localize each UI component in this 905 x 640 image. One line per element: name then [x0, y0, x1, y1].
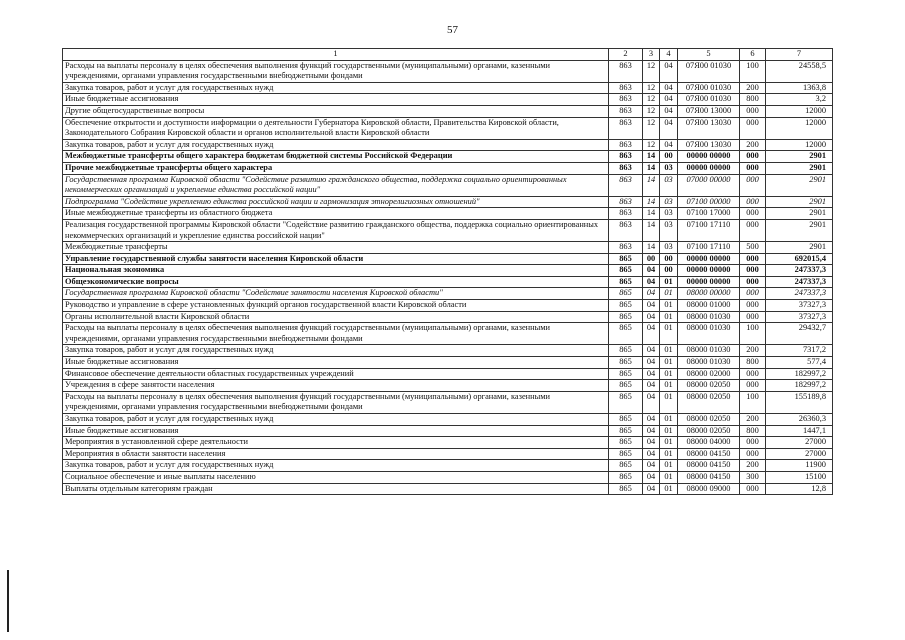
table-row [63, 253, 833, 265]
row-type-cell: 000 [740, 219, 766, 241]
row-amount-cell: 29432,7 [766, 323, 833, 345]
row-target-cell: 08000 00000 [678, 288, 740, 300]
row-type-cell: 000 [740, 208, 766, 220]
row-section-cell: 04 [643, 448, 660, 460]
row-amount-cell: 12,8 [766, 483, 833, 495]
row-type-cell: 200 [740, 139, 766, 151]
table-row [63, 105, 833, 117]
row-subsection-cell: 01 [660, 345, 678, 357]
table-row [63, 174, 833, 196]
row-name-cell: Прочие межбюджетные трансферты общего характера [63, 162, 609, 174]
row-type-cell: 100 [740, 323, 766, 345]
row-target-cell: 08000 04150 [678, 460, 740, 472]
row-target-cell: 08000 01000 [678, 300, 740, 312]
row-subsection-cell: 03 [660, 162, 678, 174]
table-row [63, 151, 833, 163]
table-row [63, 288, 833, 300]
table-row [63, 300, 833, 312]
row-amount-cell: 26360,3 [766, 414, 833, 426]
table-row [63, 471, 833, 483]
row-name-cell: Закупка товаров, работ и услуг для государственных нужд [63, 460, 609, 472]
table-row [63, 196, 833, 208]
row-amount-cell: 12000 [766, 139, 833, 151]
row-subsection-cell: 01 [660, 471, 678, 483]
row-section-cell: 14 [643, 208, 660, 220]
row-name-cell: Закупка товаров, работ и услуг для государственных нужд [63, 414, 609, 426]
row-target-cell: 08000 02050 [678, 425, 740, 437]
row-target-cell: 07100 17110 [678, 219, 740, 241]
row-section-cell: 12 [643, 105, 660, 117]
row-type-cell: 000 [740, 368, 766, 380]
row-target-cell: 07100 00000 [678, 196, 740, 208]
row-type-cell: 000 [740, 162, 766, 174]
row-section-cell: 04 [643, 425, 660, 437]
row-admin-cell: 863 [609, 60, 643, 82]
row-amount-cell: 11900 [766, 460, 833, 472]
row-section-cell: 04 [643, 368, 660, 380]
row-type-cell: 000 [740, 151, 766, 163]
row-subsection-cell: 00 [660, 151, 678, 163]
row-section-cell: 04 [643, 391, 660, 413]
table-row [63, 208, 833, 220]
row-admin-cell: 865 [609, 311, 643, 323]
row-target-cell: 08000 04150 [678, 448, 740, 460]
row-type-cell: 000 [740, 105, 766, 117]
row-target-cell: 08000 01030 [678, 323, 740, 345]
row-target-cell: 00000 00000 [678, 162, 740, 174]
table-row [63, 94, 833, 106]
row-type-cell: 100 [740, 60, 766, 82]
row-admin-cell: 865 [609, 368, 643, 380]
row-amount-cell: 577,4 [766, 357, 833, 369]
row-type-cell: 000 [740, 300, 766, 312]
row-section-cell: 12 [643, 139, 660, 151]
row-admin-cell: 865 [609, 323, 643, 345]
table-row [63, 276, 833, 288]
table-row [63, 460, 833, 472]
row-target-cell: 08000 04000 [678, 437, 740, 449]
table-row [63, 311, 833, 323]
table-row [63, 425, 833, 437]
table-row [63, 139, 833, 151]
row-name-cell: Межбюджетные трансферты общего характера бюджетам бюджетной системы Российской Федерации [63, 151, 609, 163]
row-subsection-cell: 01 [660, 391, 678, 413]
row-target-cell: 07Я00 13030 [678, 117, 740, 139]
row-amount-cell: 37327,3 [766, 311, 833, 323]
row-amount-cell: 2901 [766, 242, 833, 254]
table-row [63, 117, 833, 139]
row-target-cell: 07Я00 01030 [678, 60, 740, 82]
row-amount-cell: 2901 [766, 196, 833, 208]
row-target-cell: 08000 02050 [678, 414, 740, 426]
row-type-cell: 200 [740, 345, 766, 357]
row-type-cell: 000 [740, 253, 766, 265]
row-amount-cell: 3,2 [766, 94, 833, 106]
table-row [63, 82, 833, 94]
row-subsection-cell: 04 [660, 105, 678, 117]
row-admin-cell: 865 [609, 460, 643, 472]
row-subsection-cell: 00 [660, 253, 678, 265]
row-admin-cell: 863 [609, 94, 643, 106]
row-subsection-cell: 03 [660, 219, 678, 241]
header-cell-admin: 2 [609, 49, 643, 61]
row-type-cell: 000 [740, 380, 766, 392]
row-admin-cell: 865 [609, 380, 643, 392]
row-amount-cell: 2901 [766, 162, 833, 174]
row-name-cell: Государственная программа Кировской области "Содействие развитию гражданского общества, поддержка социально ориентированных некоммерческих организаций и укрепление единства российской нации" [63, 174, 609, 196]
row-subsection-cell: 01 [660, 380, 678, 392]
row-type-cell: 000 [740, 311, 766, 323]
row-section-cell: 12 [643, 117, 660, 139]
row-target-cell: 07000 00000 [678, 174, 740, 196]
row-amount-cell: 247337,3 [766, 276, 833, 288]
row-name-cell: Иные бюджетные ассигнования [63, 94, 609, 106]
row-amount-cell: 247337,3 [766, 265, 833, 277]
header-cell-amount: 7 [766, 49, 833, 61]
row-section-cell: 14 [643, 219, 660, 241]
row-type-cell: 200 [740, 460, 766, 472]
row-type-cell: 000 [740, 437, 766, 449]
row-admin-cell: 865 [609, 253, 643, 265]
row-type-cell: 300 [740, 471, 766, 483]
row-name-cell: Руководство и управление в сфере установленных функций органов государственной власти Кировской области [63, 300, 609, 312]
row-amount-cell: 1363,8 [766, 82, 833, 94]
row-admin-cell: 863 [609, 105, 643, 117]
header-cell-subsection: 4 [660, 49, 678, 61]
row-name-cell: Другие общегосударственные вопросы [63, 105, 609, 117]
row-section-cell: 04 [643, 357, 660, 369]
row-section-cell: 00 [643, 253, 660, 265]
row-section-cell: 12 [643, 60, 660, 82]
row-section-cell: 14 [643, 162, 660, 174]
row-name-cell: Финансовое обеспечение деятельности областных государственных учреждений [63, 368, 609, 380]
row-subsection-cell: 04 [660, 94, 678, 106]
table-row [63, 323, 833, 345]
row-amount-cell: 182997,2 [766, 368, 833, 380]
row-admin-cell: 865 [609, 300, 643, 312]
row-name-cell: Межбюджетные трансферты [63, 242, 609, 254]
header-cell-name: 1 [63, 49, 609, 61]
row-admin-cell: 865 [609, 265, 643, 277]
row-admin-cell: 863 [609, 219, 643, 241]
row-target-cell: 07Я00 01030 [678, 94, 740, 106]
row-name-cell: Обеспечение открытости и доступности информации о деятельности Губернатора Кировской области, Правительства Кировской области, Законодательного Собрания Кировской области и органов исполнительной власти Кировской области [63, 117, 609, 139]
table-row [63, 60, 833, 82]
table-row [63, 483, 833, 495]
row-subsection-cell: 01 [660, 460, 678, 472]
row-type-cell: 800 [740, 357, 766, 369]
row-name-cell: Иные бюджетные ассигнования [63, 357, 609, 369]
row-admin-cell: 865 [609, 391, 643, 413]
row-admin-cell: 865 [609, 414, 643, 426]
table-body [63, 60, 833, 495]
row-admin-cell: 865 [609, 425, 643, 437]
row-subsection-cell: 00 [660, 265, 678, 277]
row-subsection-cell: 01 [660, 323, 678, 345]
row-amount-cell: 182997,2 [766, 380, 833, 392]
row-amount-cell: 2901 [766, 151, 833, 163]
row-name-cell: Реализация государственной программы Кировской области "Содействие развитию гражданского общества, поддержка социально ориентированных некоммерческих организаций и укрепление единства российской нации" [63, 219, 609, 241]
row-amount-cell: 12000 [766, 105, 833, 117]
row-amount-cell: 37327,3 [766, 300, 833, 312]
row-subsection-cell: 01 [660, 288, 678, 300]
row-name-cell: Расходы на выплаты персоналу в целях обеспечения выполнения функций государственными (муниципальными) органами, казенными учреждениями, органами управления государственными внебюджетными фондами [63, 60, 609, 82]
table-row [63, 448, 833, 460]
row-type-cell: 000 [740, 288, 766, 300]
row-admin-cell: 863 [609, 82, 643, 94]
row-name-cell: Закупка товаров, работ и услуг для государственных нужд [63, 82, 609, 94]
row-target-cell: 00000 00000 [678, 276, 740, 288]
table-row [63, 380, 833, 392]
row-name-cell: Социальное обеспечение и иные выплаты населению [63, 471, 609, 483]
row-type-cell: 000 [740, 117, 766, 139]
row-amount-cell: 27000 [766, 437, 833, 449]
row-amount-cell: 2901 [766, 174, 833, 196]
row-section-cell: 04 [643, 414, 660, 426]
row-amount-cell: 24558,5 [766, 60, 833, 82]
header-cell-type: 6 [740, 49, 766, 61]
row-section-cell: 04 [643, 311, 660, 323]
row-subsection-cell: 03 [660, 196, 678, 208]
row-name-cell: Учреждения в сфере занятости населения [63, 380, 609, 392]
row-amount-cell: 247337,3 [766, 288, 833, 300]
row-target-cell: 08000 02000 [678, 368, 740, 380]
row-amount-cell: 27000 [766, 448, 833, 460]
table-row [63, 391, 833, 413]
row-amount-cell: 155189,8 [766, 391, 833, 413]
table-header-row [63, 49, 833, 61]
row-target-cell: 08000 09000 [678, 483, 740, 495]
row-name-cell: Иные бюджетные ассигнования [63, 425, 609, 437]
row-target-cell: 07100 17110 [678, 242, 740, 254]
row-subsection-cell: 01 [660, 357, 678, 369]
row-section-cell: 14 [643, 151, 660, 163]
row-type-cell: 200 [740, 414, 766, 426]
row-target-cell: 00000 00000 [678, 151, 740, 163]
row-type-cell: 800 [740, 425, 766, 437]
row-target-cell: 07Я00 13030 [678, 139, 740, 151]
row-subsection-cell: 01 [660, 368, 678, 380]
row-subsection-cell: 04 [660, 117, 678, 139]
row-target-cell: 08000 01030 [678, 357, 740, 369]
table-row [63, 414, 833, 426]
row-subsection-cell: 01 [660, 483, 678, 495]
row-section-cell: 04 [643, 380, 660, 392]
row-admin-cell: 863 [609, 208, 643, 220]
table-row [63, 345, 833, 357]
row-name-cell: Управление государственной службы занятости населения Кировской области [63, 253, 609, 265]
row-admin-cell: 865 [609, 448, 643, 460]
row-amount-cell: 1447,1 [766, 425, 833, 437]
row-type-cell: 800 [740, 94, 766, 106]
row-admin-cell: 865 [609, 471, 643, 483]
row-name-cell: Государственная программа Кировской области "Содействие занятости населения Кировской области" [63, 288, 609, 300]
row-subsection-cell: 01 [660, 425, 678, 437]
row-target-cell: 07Я00 13000 [678, 105, 740, 117]
row-amount-cell: 2901 [766, 219, 833, 241]
row-section-cell: 04 [643, 276, 660, 288]
row-name-cell: Мероприятия в области занятости населения [63, 448, 609, 460]
row-section-cell: 04 [643, 471, 660, 483]
row-subsection-cell: 03 [660, 242, 678, 254]
table-row [63, 219, 833, 241]
header-cell-target: 5 [678, 49, 740, 61]
row-admin-cell: 865 [609, 345, 643, 357]
row-name-cell: Выплаты отдельным категориям граждан [63, 483, 609, 495]
row-name-cell: Иные межбюджетные трансферты из областного бюджета [63, 208, 609, 220]
row-name-cell: Расходы на выплаты персоналу в целях обеспечения выполнения функций государственными (муниципальными) органами, казенными учреждениями, органами управления государственными внебюджетными фондами [63, 323, 609, 345]
row-name-cell: Подпрограмма "Содействие укреплению единства российской нации и гармонизация этнорелигиозных отношений" [63, 196, 609, 208]
row-name-cell: Общеэкономические вопросы [63, 276, 609, 288]
row-admin-cell: 865 [609, 357, 643, 369]
row-type-cell: 000 [740, 448, 766, 460]
table-row [63, 357, 833, 369]
row-target-cell: 08000 04150 [678, 471, 740, 483]
row-section-cell: 14 [643, 196, 660, 208]
row-subsection-cell: 01 [660, 311, 678, 323]
row-admin-cell: 865 [609, 437, 643, 449]
table-row [63, 242, 833, 254]
row-target-cell: 08000 01030 [678, 311, 740, 323]
row-subsection-cell: 04 [660, 82, 678, 94]
header-cell-section: 3 [643, 49, 660, 61]
row-target-cell: 00000 00000 [678, 265, 740, 277]
row-type-cell: 000 [740, 196, 766, 208]
row-admin-cell: 863 [609, 162, 643, 174]
row-admin-cell: 863 [609, 117, 643, 139]
row-amount-cell: 15100 [766, 471, 833, 483]
table-row [63, 368, 833, 380]
row-name-cell: Закупка товаров, работ и услуг для государственных нужд [63, 139, 609, 151]
row-admin-cell: 863 [609, 151, 643, 163]
row-type-cell: 100 [740, 391, 766, 413]
row-subsection-cell: 01 [660, 448, 678, 460]
row-section-cell: 14 [643, 242, 660, 254]
row-type-cell: 000 [740, 483, 766, 495]
row-section-cell: 14 [643, 174, 660, 196]
row-target-cell: 00000 00000 [678, 253, 740, 265]
row-section-cell: 04 [643, 288, 660, 300]
row-admin-cell: 863 [609, 174, 643, 196]
row-target-cell: 08000 02050 [678, 391, 740, 413]
margin-binding-mark [7, 570, 9, 632]
row-subsection-cell: 01 [660, 300, 678, 312]
row-subsection-cell: 01 [660, 276, 678, 288]
row-section-cell: 04 [643, 483, 660, 495]
row-subsection-cell: 03 [660, 174, 678, 196]
row-subsection-cell: 04 [660, 60, 678, 82]
page-number: 57 [447, 24, 458, 36]
table-row [63, 437, 833, 449]
row-subsection-cell: 01 [660, 437, 678, 449]
row-name-cell: Органы исполнительной власти Кировской области [63, 311, 609, 323]
row-name-cell: Расходы на выплаты персоналу в целях обеспечения выполнения функций государственными (муниципальными) органами, казенными учреждениями, органами управления государственными внебюджетными фондами [63, 391, 609, 413]
row-amount-cell: 7317,2 [766, 345, 833, 357]
row-amount-cell: 2901 [766, 208, 833, 220]
row-target-cell: 08000 02050 [678, 380, 740, 392]
row-target-cell: 07Я00 01030 [678, 82, 740, 94]
row-type-cell: 000 [740, 276, 766, 288]
row-subsection-cell: 04 [660, 139, 678, 151]
row-target-cell: 07100 17000 [678, 208, 740, 220]
row-admin-cell: 865 [609, 483, 643, 495]
row-subsection-cell: 03 [660, 208, 678, 220]
row-section-cell: 04 [643, 265, 660, 277]
row-admin-cell: 863 [609, 139, 643, 151]
row-target-cell: 08000 01030 [678, 345, 740, 357]
row-section-cell: 04 [643, 300, 660, 312]
row-name-cell: Национальная экономика [63, 265, 609, 277]
row-type-cell: 000 [740, 174, 766, 196]
row-type-cell: 000 [740, 265, 766, 277]
row-section-cell: 04 [643, 437, 660, 449]
row-type-cell: 500 [740, 242, 766, 254]
row-section-cell: 12 [643, 94, 660, 106]
row-type-cell: 200 [740, 82, 766, 94]
row-section-cell: 04 [643, 345, 660, 357]
row-amount-cell: 12000 [766, 117, 833, 139]
row-section-cell: 04 [643, 323, 660, 345]
row-section-cell: 04 [643, 460, 660, 472]
row-admin-cell: 865 [609, 288, 643, 300]
row-admin-cell: 863 [609, 196, 643, 208]
row-amount-cell: 692015,4 [766, 253, 833, 265]
table-row [63, 265, 833, 277]
row-admin-cell: 865 [609, 276, 643, 288]
table-row [63, 162, 833, 174]
budget-table [62, 48, 833, 495]
row-name-cell: Закупка товаров, работ и услуг для государственных нужд [63, 345, 609, 357]
row-name-cell: Мероприятия в установленной сфере деятельности [63, 437, 609, 449]
row-admin-cell: 863 [609, 242, 643, 254]
row-section-cell: 12 [643, 82, 660, 94]
row-subsection-cell: 01 [660, 414, 678, 426]
